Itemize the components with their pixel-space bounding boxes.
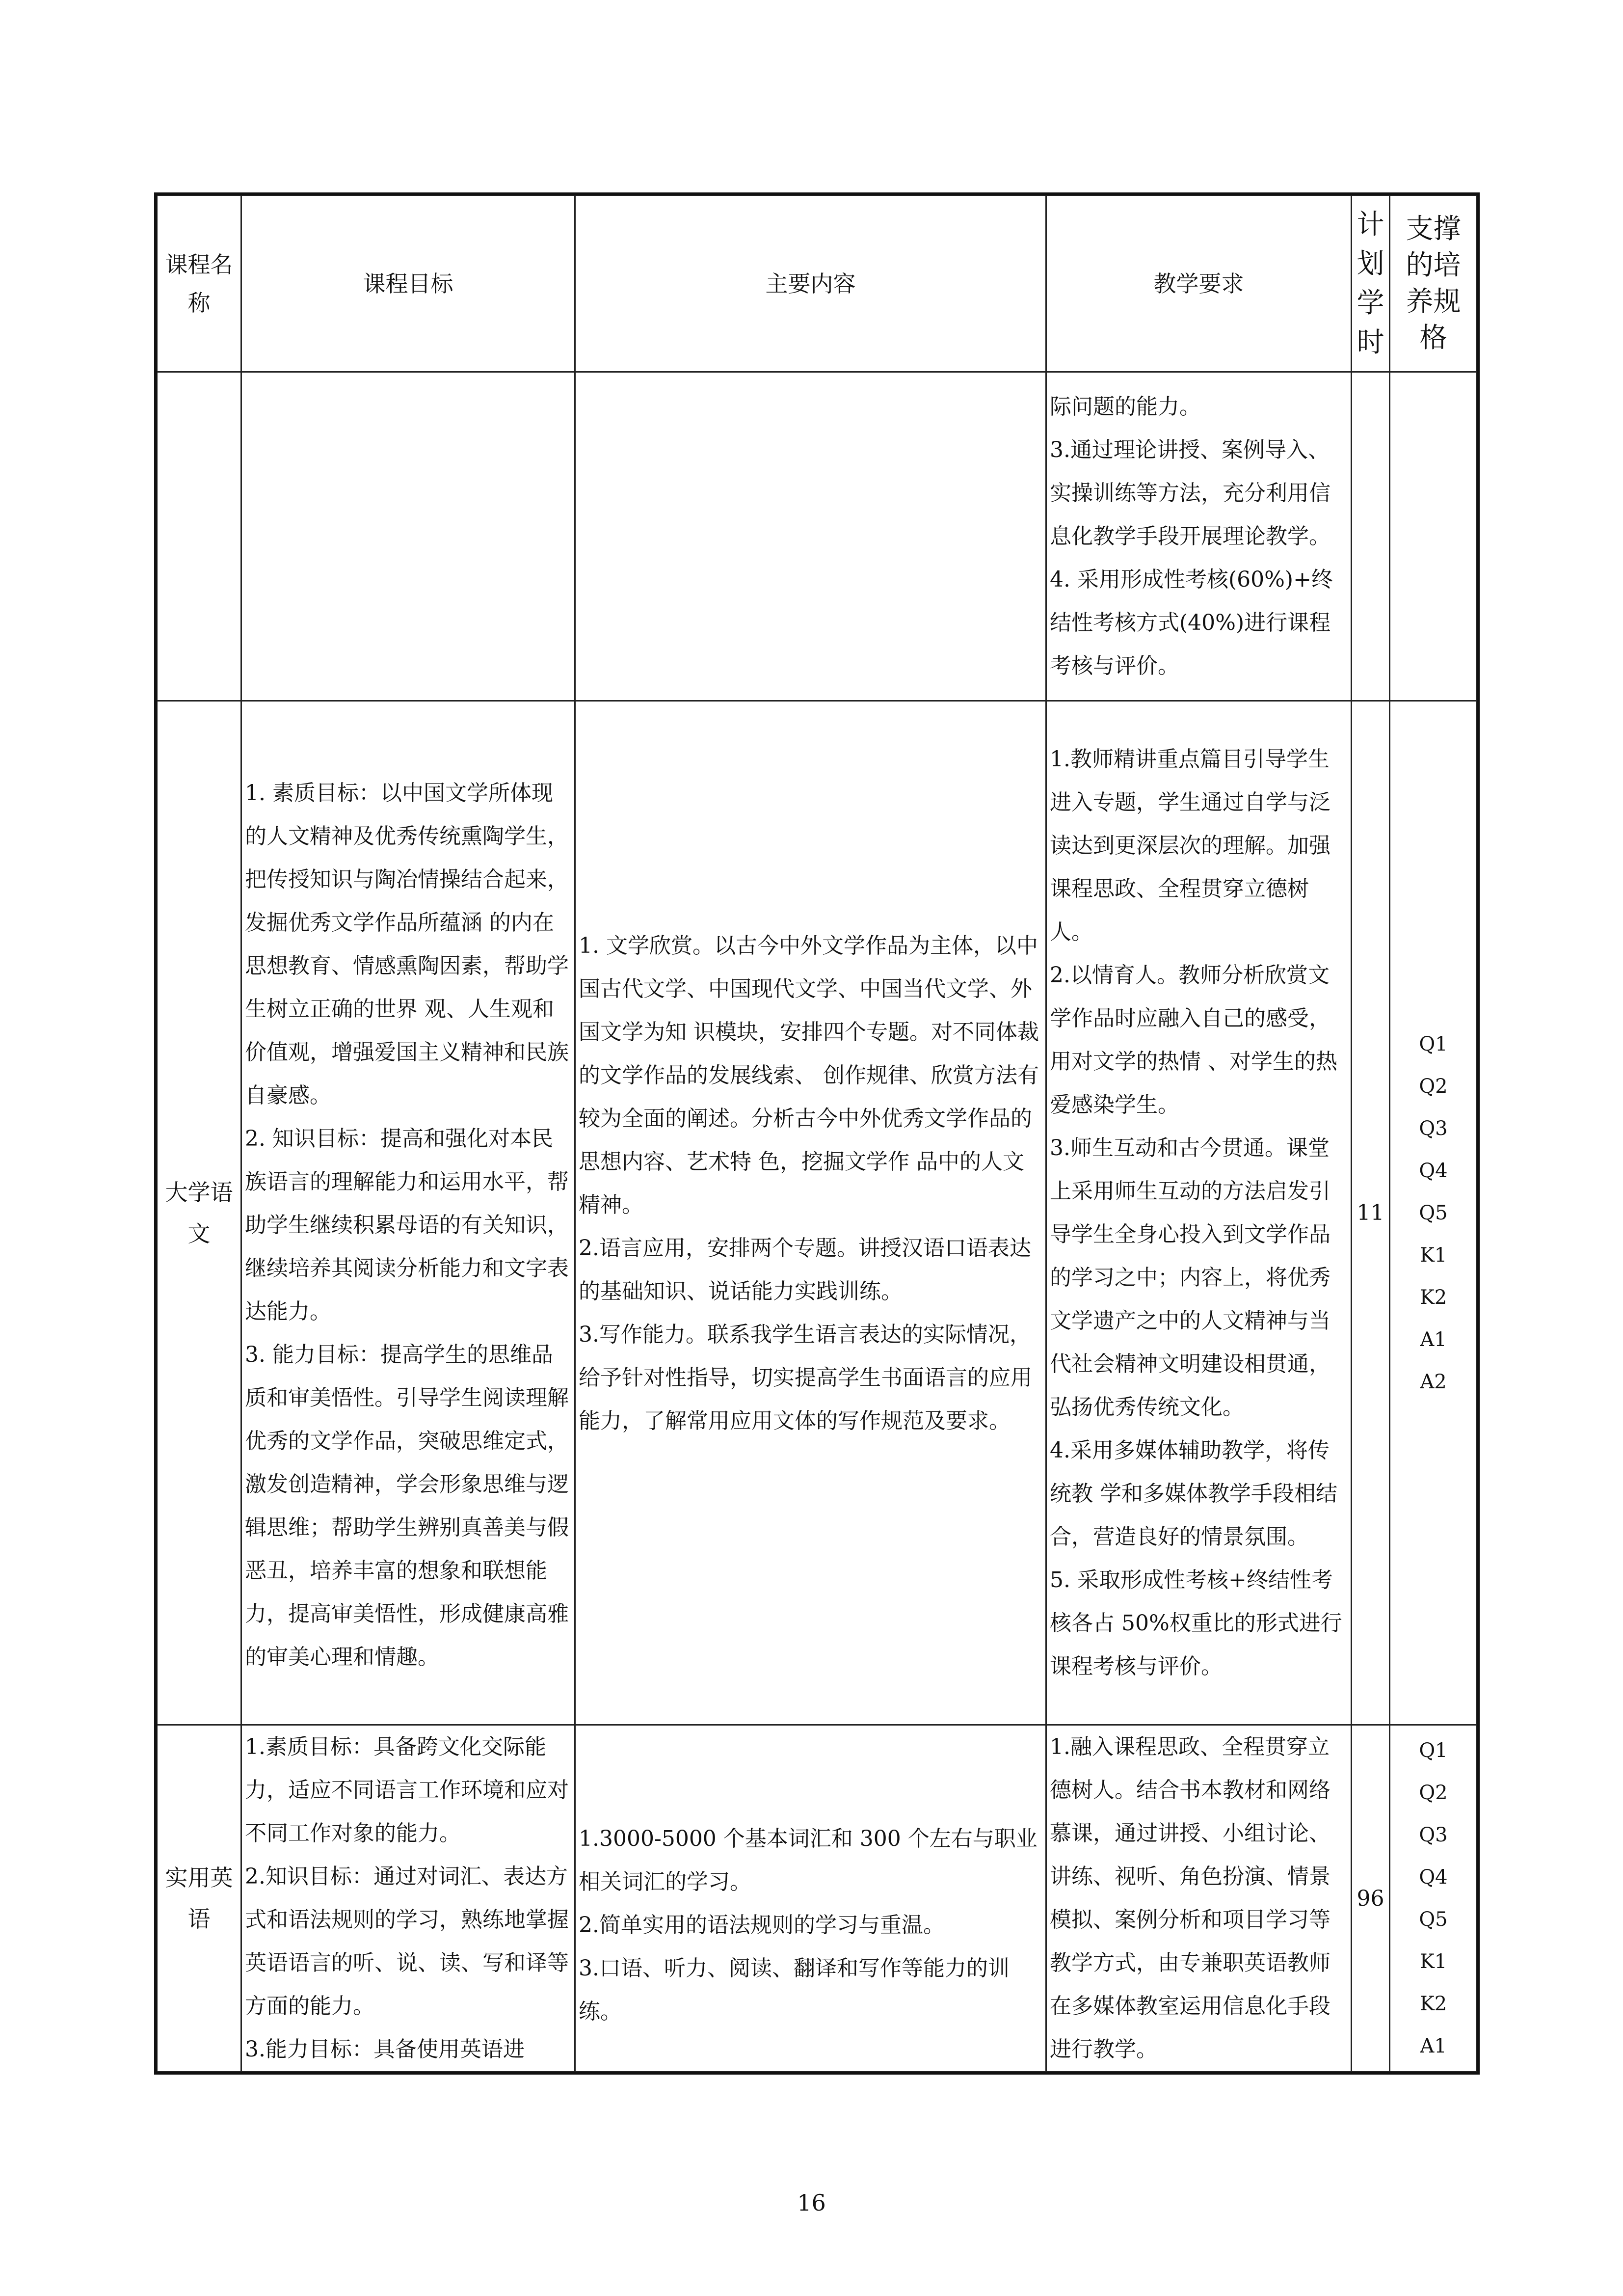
table-row bbox=[157, 701, 1477, 1725]
requirement-item: 4. 采用形成性考核(60%)+终结性考核方式(40%)进行课程考核与评价。 bbox=[1050, 567, 1333, 678]
requirement-item: 2.以情育人。教师分析欣赏文学作品时应融入自己的感受，用对文学的热情 、对学生的热爱感染学生。 bbox=[1050, 962, 1337, 1117]
content-item: 1.3000-5000 个基本词汇和 300 个左右与职业相关词汇的学习。 bbox=[579, 1826, 1038, 1894]
course-goal-cell bbox=[241, 701, 575, 1725]
hours-cell: 96 bbox=[1352, 1725, 1390, 2072]
spec-code: Q5 bbox=[1419, 1201, 1448, 1224]
header-teaching-requirements: 教学要求 bbox=[1046, 195, 1352, 372]
goal-item: 1. 素质目标：以中国文学所体现的人文精神及优秀传统熏陶学生，把传授知识与陶冶情操结合起来，发掘优秀文学作品所蕴涵 的内在思想教育、情感熏陶因素，帮助学生树立正确的世界 观、人生观和价值观，增强爱国主义精神和民族自豪感。 bbox=[245, 780, 569, 1108]
goal-item: 1.素质目标：具备跨文化交际能力，适应不同语言工作环境和应对不同工作对象的能力。 bbox=[245, 1734, 569, 1846]
support-cell bbox=[1390, 372, 1477, 701]
goal-item: 2. 知识目标：提高和强化对本民族语言的理解能力和运用水平，帮助学生继续积累母语的有关知识，继续培养其阅读分析能力和文字表达能力。 bbox=[245, 1126, 569, 1324]
requirement-item: 3.师生互动和古今贯通。课堂上采用师生互动的方法启发引导学生全身心投入到文学作品的学习之中；内容上，将优秀文学遗产之中的人文精神与当代社会精神文明建设相贯通，弘扬优秀传统文化。 bbox=[1050, 1135, 1330, 1420]
spec-code: A1 bbox=[1420, 1328, 1447, 1351]
course-name-cell: 实用英语 bbox=[157, 1725, 241, 2072]
hours-cell bbox=[1352, 372, 1390, 701]
support-cell bbox=[1390, 701, 1477, 1725]
main-content-cell bbox=[575, 701, 1046, 1725]
spec-code: Q1 bbox=[1419, 1032, 1448, 1055]
page-number: 16 bbox=[797, 2189, 826, 2216]
spec-code: K2 bbox=[1419, 1286, 1447, 1309]
spec-code: Q1 bbox=[1419, 1739, 1448, 1762]
support-cell bbox=[1390, 1725, 1477, 2072]
content-item: 2.简单实用的语法规则的学习与重温。 bbox=[579, 1913, 945, 1938]
requirement-item: 1.教师精讲重点篇目引导学生进入专题，学生通过自学与泛读达到更深层次的理解。加强课程思政、全程贯穿立德树人。 bbox=[1050, 746, 1330, 945]
spec-code: K2 bbox=[1419, 1993, 1447, 2015]
requirement-item: 5. 采取形成性考核+终结性考核各占 50%权重比的形式进行课程考核与评价。 bbox=[1050, 1567, 1342, 1679]
hours-cell: 11 bbox=[1352, 701, 1390, 1725]
requirement-item: 3.通过理论讲授、案例导入、实操训练等方法，充分利用信息化教学手段开展理论教学。 bbox=[1050, 437, 1330, 549]
course-goal-cell bbox=[241, 1725, 575, 2072]
spec-code: K1 bbox=[1419, 1950, 1447, 1973]
spec-code: Q2 bbox=[1419, 1075, 1448, 1098]
goal-item: 3.能力目标：具备使用英语进 bbox=[245, 2037, 525, 2062]
header-course-goal: 课程目标 bbox=[241, 195, 575, 372]
curriculum-table bbox=[156, 194, 1478, 2073]
table-row bbox=[157, 1725, 1477, 2072]
requirements-cell bbox=[1046, 1725, 1352, 2072]
main-content-cell bbox=[575, 1725, 1046, 2072]
spec-code: Q3 bbox=[1419, 1824, 1448, 1846]
course-name-cell bbox=[157, 372, 241, 701]
content-item: 2.语言应用，安排两个专题。讲授汉语口语表达的基础知识、说话能力实践训练。 bbox=[579, 1235, 1031, 1304]
spec-code: Q4 bbox=[1419, 1159, 1448, 1182]
table-row bbox=[157, 372, 1477, 701]
header-course-name: 课程名称 bbox=[157, 195, 241, 372]
content-item: 3.写作能力。联系我学生语言表达的实际情况，给予针对性指导，切实提高学生书面语言的应用能力，了解常用应用文体的写作规范及要求。 bbox=[579, 1322, 1032, 1433]
spec-code: Q3 bbox=[1419, 1117, 1448, 1140]
spec-code: Q2 bbox=[1419, 1782, 1448, 1804]
requirements-cell bbox=[1046, 701, 1352, 1725]
spec-code: Q5 bbox=[1419, 1908, 1448, 1931]
spec-code: A1 bbox=[1420, 2035, 1447, 2057]
header-row bbox=[157, 195, 1477, 372]
header-main-content: 主要内容 bbox=[575, 195, 1046, 372]
header-supported-specs: 支撑的培养规格 bbox=[1390, 195, 1477, 372]
spec-code: K1 bbox=[1419, 1243, 1447, 1267]
main-content-cell bbox=[575, 372, 1046, 701]
requirement-item: 1.融入课程思政、全程贯穿立德树人。结合书本教材和网络慕课，通过讲授、小组讨论、讲练、视听、角色扮演、情景模拟、案例分析和项目学习等教学方式，由专兼职英语教师在多媒体教室运用信息化手段进行教学。 bbox=[1050, 1734, 1330, 2062]
requirement-item: 4.采用多媒体辅助教学，将传统教 学和多媒体教学手段相结合，营造良好的情景氛围。 bbox=[1050, 1437, 1337, 1549]
requirements-cell bbox=[1046, 372, 1352, 701]
goal-item: 2.知识目标：通过对词汇、表达方式和语法规则的学习，熟练地掌握英语语言的听、说、读、写和译等方面的能力。 bbox=[245, 1864, 569, 2019]
content-item: 1. 文学欣赏。以古今中外文学作品为主体，以中国古代文学、中国现代文学、中国当代文学、外国文学为知 识模块，安排四个专题。对不同体裁的文学作品的发展线索、 创作规律、欣赏方法有较为全面的阐述。分析古今中外优秀文学作品的思想内容、艺术特 色，挖掘文学作 品中的人文精神。 bbox=[579, 933, 1039, 1217]
content-item: 3.口语、听力、阅读、翻译和写作等能力的训练。 bbox=[579, 1956, 1010, 2024]
goal-item: 3. 能力目标：提高学生的思维品质和审美悟性。引导学生阅读理解优秀的文学作品，突破思维定式，激发创造精神，学会形象思维与逻辑思维；帮助学生辨别真善美与假恶丑，培养丰富的想象和联想能力，提高审美悟性，形成健康高雅的审美心理和情趣。 bbox=[245, 1342, 569, 1670]
header-planned-hours: 计划学时 bbox=[1352, 195, 1390, 372]
spec-code: Q4 bbox=[1419, 1866, 1448, 1889]
course-goal-cell bbox=[241, 372, 575, 701]
course-name-cell: 大学语文 bbox=[157, 701, 241, 1725]
requirement-item: 际问题的能力。 bbox=[1050, 394, 1201, 419]
spec-code: A2 bbox=[1420, 1370, 1447, 1393]
